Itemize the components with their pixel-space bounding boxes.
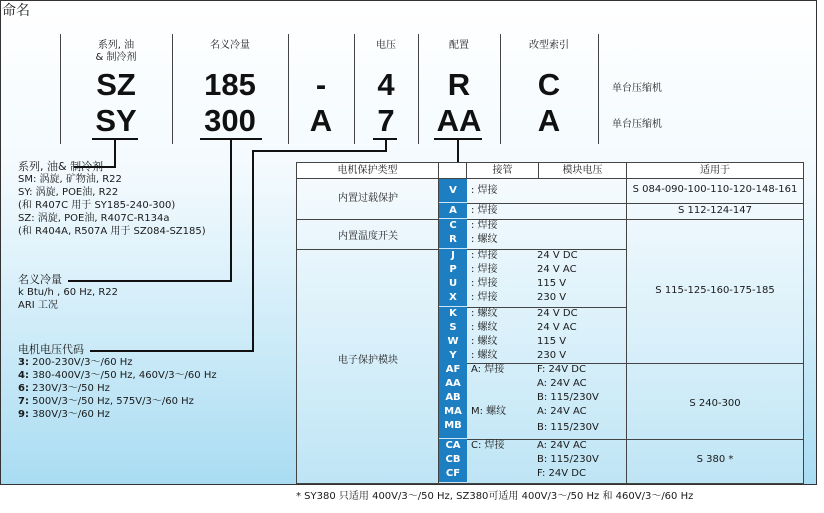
code-A: A: [439, 203, 467, 219]
connector-line: [230, 140, 232, 282]
conn-R: : 螺纹: [471, 234, 498, 245]
voltage-text: 200-230V/3～/60 Hz: [28, 357, 133, 368]
code-U: U: [439, 277, 467, 292]
code-voltage-2: 7: [377, 103, 395, 138]
code-config-1: R: [447, 67, 471, 102]
volt-AA: A: 24V AC: [537, 378, 587, 389]
header-config: 配置: [449, 40, 469, 51]
conn-S: : 螺纹: [471, 322, 498, 333]
volt-CB: B: 115/230V: [537, 454, 599, 465]
voltage-legend-line: [18, 369, 217, 382]
code-series-2: SY: [95, 103, 137, 138]
series-legend: [18, 160, 206, 238]
applies-group3: S 380 *: [696, 454, 734, 465]
code-C: C: [439, 219, 467, 234]
row2-description: 单台压缩机: [612, 119, 662, 130]
header-voltage: 电压: [376, 40, 396, 51]
conn-A: : 焊接: [471, 205, 498, 216]
conn-J: : 焊接: [471, 250, 498, 261]
volt-K: 24 V DC: [537, 308, 578, 319]
series-legend-line: SM: 涡旋, 矿物油, R22: [18, 174, 122, 185]
code-voltage-1: 4: [377, 67, 395, 102]
volt-Y: 230 V: [537, 350, 567, 361]
conn-X: : 焊接: [471, 292, 498, 303]
volt-J: 24 V DC: [537, 250, 578, 261]
header-series-line: 系列, 油: [97, 40, 135, 51]
volt-AB: B: 115/230V: [537, 392, 599, 403]
volt-MB: B: 115/230V: [537, 422, 599, 433]
row1-description: 单台压缩机: [612, 83, 662, 94]
capacity-legend-title: 名义冷量: [18, 273, 62, 286]
table-divider: [626, 179, 627, 483]
applies-v: S 084-090-100-110-120-148-161: [632, 184, 798, 195]
table-divider: [467, 439, 803, 440]
volt-U: 115 V: [537, 278, 567, 289]
code-V: V: [439, 179, 467, 203]
code-revision-1: C: [537, 67, 561, 102]
voltage-code: 3:: [18, 357, 29, 368]
conn-P: : 焊接: [471, 264, 498, 275]
voltage-text: 230V/3～/50 Hz: [28, 383, 110, 394]
table-divider: [467, 203, 803, 204]
applies-a: S 112-124-147: [677, 205, 752, 216]
volt-AF: F: 24V DC: [537, 364, 586, 375]
conn-U: : 焊接: [471, 278, 498, 289]
code-P: P: [439, 263, 467, 278]
voltage-text: 380V/3～/60 Hz: [28, 409, 110, 420]
series-legend-line: (和 R407C 用于 SY185-240-300): [18, 200, 176, 211]
connector-line: [252, 150, 387, 152]
header-capacity: 名义冷量: [210, 40, 250, 51]
code-J: J: [439, 249, 467, 264]
capacity-legend: [18, 273, 118, 312]
code-S: S: [439, 321, 467, 336]
conn-W: : 螺纹: [471, 336, 498, 347]
voltage-text: 380-400V/3～/50 Hz, 460V/3～/60 Hz: [28, 370, 217, 381]
applies-group2: S 240-300: [689, 398, 741, 409]
voltage-legend-line: [18, 356, 217, 369]
volt-X: 230 V: [537, 292, 567, 303]
volt-P: 24 V AC: [537, 264, 577, 275]
capacity-legend-line: ARI 工况: [18, 300, 58, 311]
header-series: [60, 40, 172, 64]
code-R: R: [439, 233, 467, 249]
series-legend-line: SZ: 涡旋, POE油, R407C-R134a: [18, 213, 170, 224]
code-config-2: AA: [436, 103, 482, 138]
voltage-code: 7:: [18, 396, 29, 407]
code-capacity-1: 185: [204, 67, 256, 102]
applies-group1: S 115-125-160-175-185: [655, 285, 775, 296]
page-title: 命名: [2, 3, 30, 19]
code-AB: AB: [439, 391, 467, 406]
th-connection: 接管: [467, 163, 539, 179]
volt-CA: A: 24V AC: [537, 440, 587, 451]
conn-V: : 焊接: [471, 185, 498, 196]
capacity-legend-line: k Btu/h , 60 Hz, R22: [18, 287, 119, 298]
code-AA: AA: [439, 377, 467, 392]
code-CA: CA: [439, 439, 467, 454]
conn-K: : 螺纹: [471, 308, 498, 319]
configuration-table: [296, 162, 804, 484]
voltage-code: 4:: [18, 370, 29, 381]
volt-MA: A: 24V AC: [537, 406, 587, 417]
voltage-legend-line: [18, 395, 217, 408]
table-divider: [297, 219, 803, 220]
voltage-legend-line: [18, 408, 217, 421]
code-AF: AF: [439, 363, 467, 378]
voltage-legend-line: [18, 382, 217, 395]
protection-overload: 内置过载保护: [338, 193, 398, 204]
code-X: X: [439, 291, 467, 307]
code-series-1: SZ: [96, 67, 136, 102]
divider: [598, 34, 599, 144]
th-module-voltage: 模块电压: [539, 163, 627, 179]
volt-CF: F: 24V DC: [537, 468, 586, 479]
code-W: W: [439, 335, 467, 350]
conn-Y: : 螺纹: [471, 350, 498, 361]
code-Y: Y: [439, 349, 467, 364]
series-legend-line: (和 R404A, R507A 用于 SZ084-SZ185): [18, 226, 206, 237]
th-protection: 电机保护类型: [297, 163, 439, 179]
conn-CA: C: 焊接: [471, 440, 505, 451]
code-MB: MB: [439, 419, 467, 439]
voltage-text: 500V/3～/50 Hz, 575V/3～/60 Hz: [28, 396, 194, 407]
protection-thermostat: 内置温度开关: [338, 231, 398, 242]
code-capacity-2: 300: [204, 103, 256, 138]
voltage-code: 9:: [18, 409, 29, 420]
voltage-legend: [18, 343, 217, 421]
volt-S: 24 V AC: [537, 322, 577, 333]
volt-W: 115 V: [537, 336, 567, 347]
conn-MA: M: 螺纹: [471, 406, 507, 417]
voltage-code: 6:: [18, 383, 29, 394]
series-legend-title: 系列, 油& 制冷剂: [18, 160, 104, 173]
code-CB: CB: [439, 453, 467, 468]
series-legend-line: SY: 涡旋, POE油, R22: [18, 187, 119, 198]
code-K: K: [439, 307, 467, 322]
connector-line: [252, 150, 254, 352]
footnote: * SY380 只适用 400V/3～/50 Hz, SZ380可适用 400V/3～/50 Hz 和 460V/3～/60 Hz: [296, 491, 694, 502]
conn-AF: A: 焊接: [471, 364, 505, 375]
th-applies: 适用于: [627, 163, 803, 179]
header-revision: 改型索引: [529, 40, 569, 51]
code-dash-1: -: [315, 67, 327, 102]
header-series-line: & 制冷剂: [95, 52, 137, 63]
code-dash-2: A: [309, 103, 333, 138]
code-MA: MA: [439, 405, 467, 420]
th-code: [439, 163, 467, 179]
protection-electronic: 电子保护模块: [338, 355, 398, 366]
table-divider: [467, 363, 803, 364]
voltage-legend-title: 电机电压代码: [18, 343, 84, 356]
conn-C: : 焊接: [471, 220, 498, 231]
code-revision-2: A: [537, 103, 561, 138]
code-CF: CF: [439, 467, 467, 483]
